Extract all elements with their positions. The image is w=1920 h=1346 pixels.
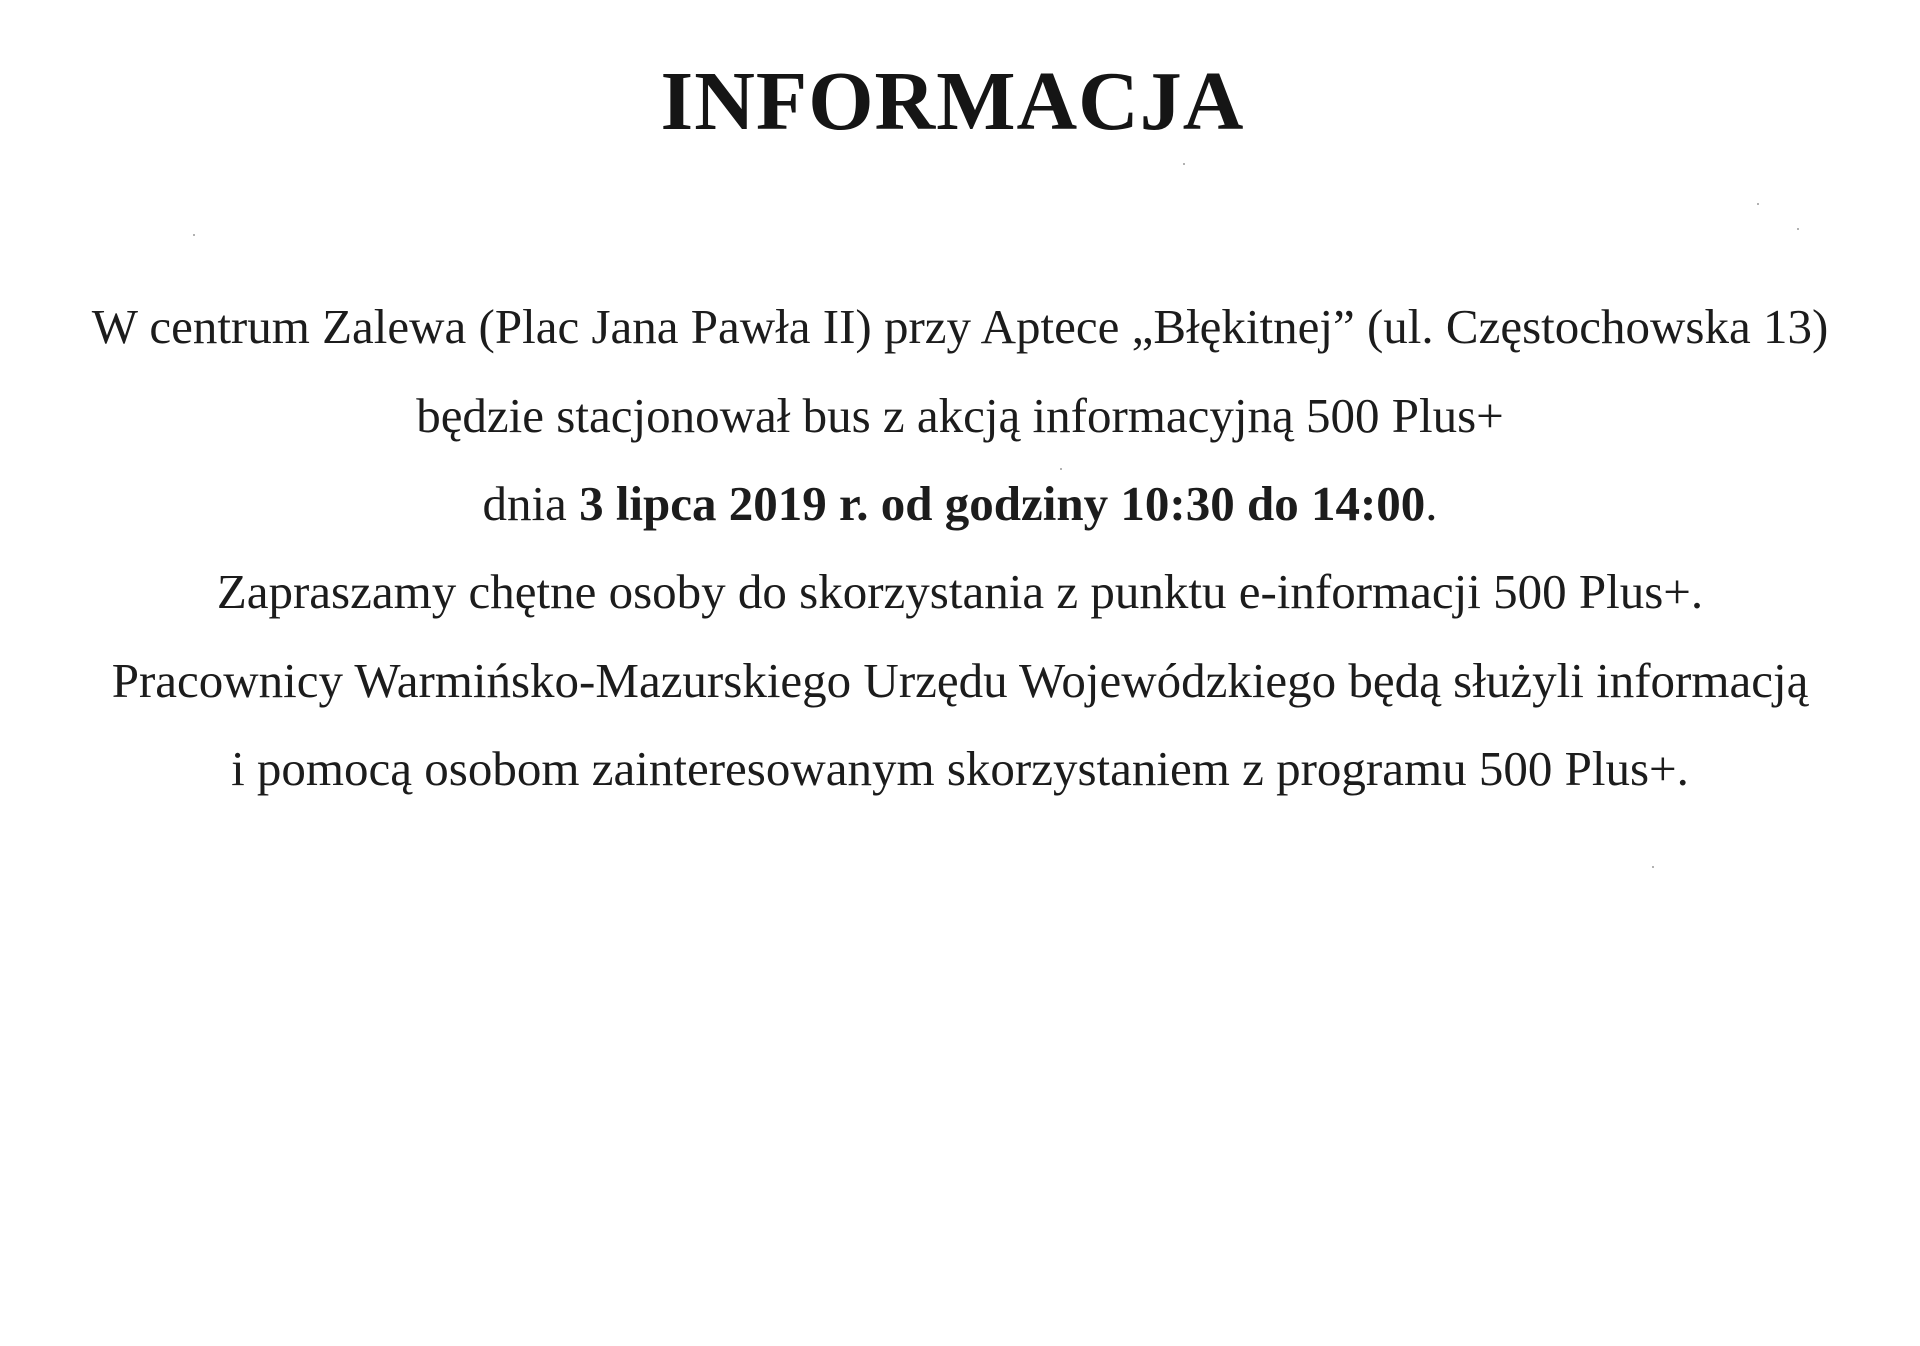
- paragraph-location: W centrum Zalewa (Plac Jana Pawła II) przy Aptece „Błękitnej” (ul. Częstochowska 13): [91, 299, 1829, 354]
- paragraph-date: [0, 472, 1920, 536]
- date-and-hours: 3 lipca 2019 r. od godziny 10:30 do 14:00: [579, 476, 1426, 531]
- date-suffix: .: [1425, 476, 1438, 531]
- scan-speck: [1183, 163, 1185, 165]
- paragraph-bus-action: będzie stacjonował bus z akcją informacyjną 500 Plus+: [416, 388, 1504, 443]
- document-title: INFORMACJA: [660, 55, 1245, 148]
- paragraph-invitation: Zapraszamy chętne osoby do skorzystania z punktu e-informacji 500 Plus+.: [216, 564, 1704, 619]
- paragraph-help: i pomocą osobom zainteresowanym skorzystaniem z programu 500 Plus+.: [231, 741, 1689, 796]
- scan-speck: [193, 234, 195, 236]
- scan-speck: [1060, 468, 1062, 470]
- scan-speck: [1652, 866, 1654, 868]
- paragraph-staff: Pracownicy Warmińsko-Mazurskiego Urzędu Wojewódzkiego będą służyli informacją: [111, 653, 1809, 708]
- scan-speck: [1757, 203, 1759, 205]
- date-prefix: dnia: [482, 476, 580, 531]
- scan-speck: [1797, 228, 1799, 230]
